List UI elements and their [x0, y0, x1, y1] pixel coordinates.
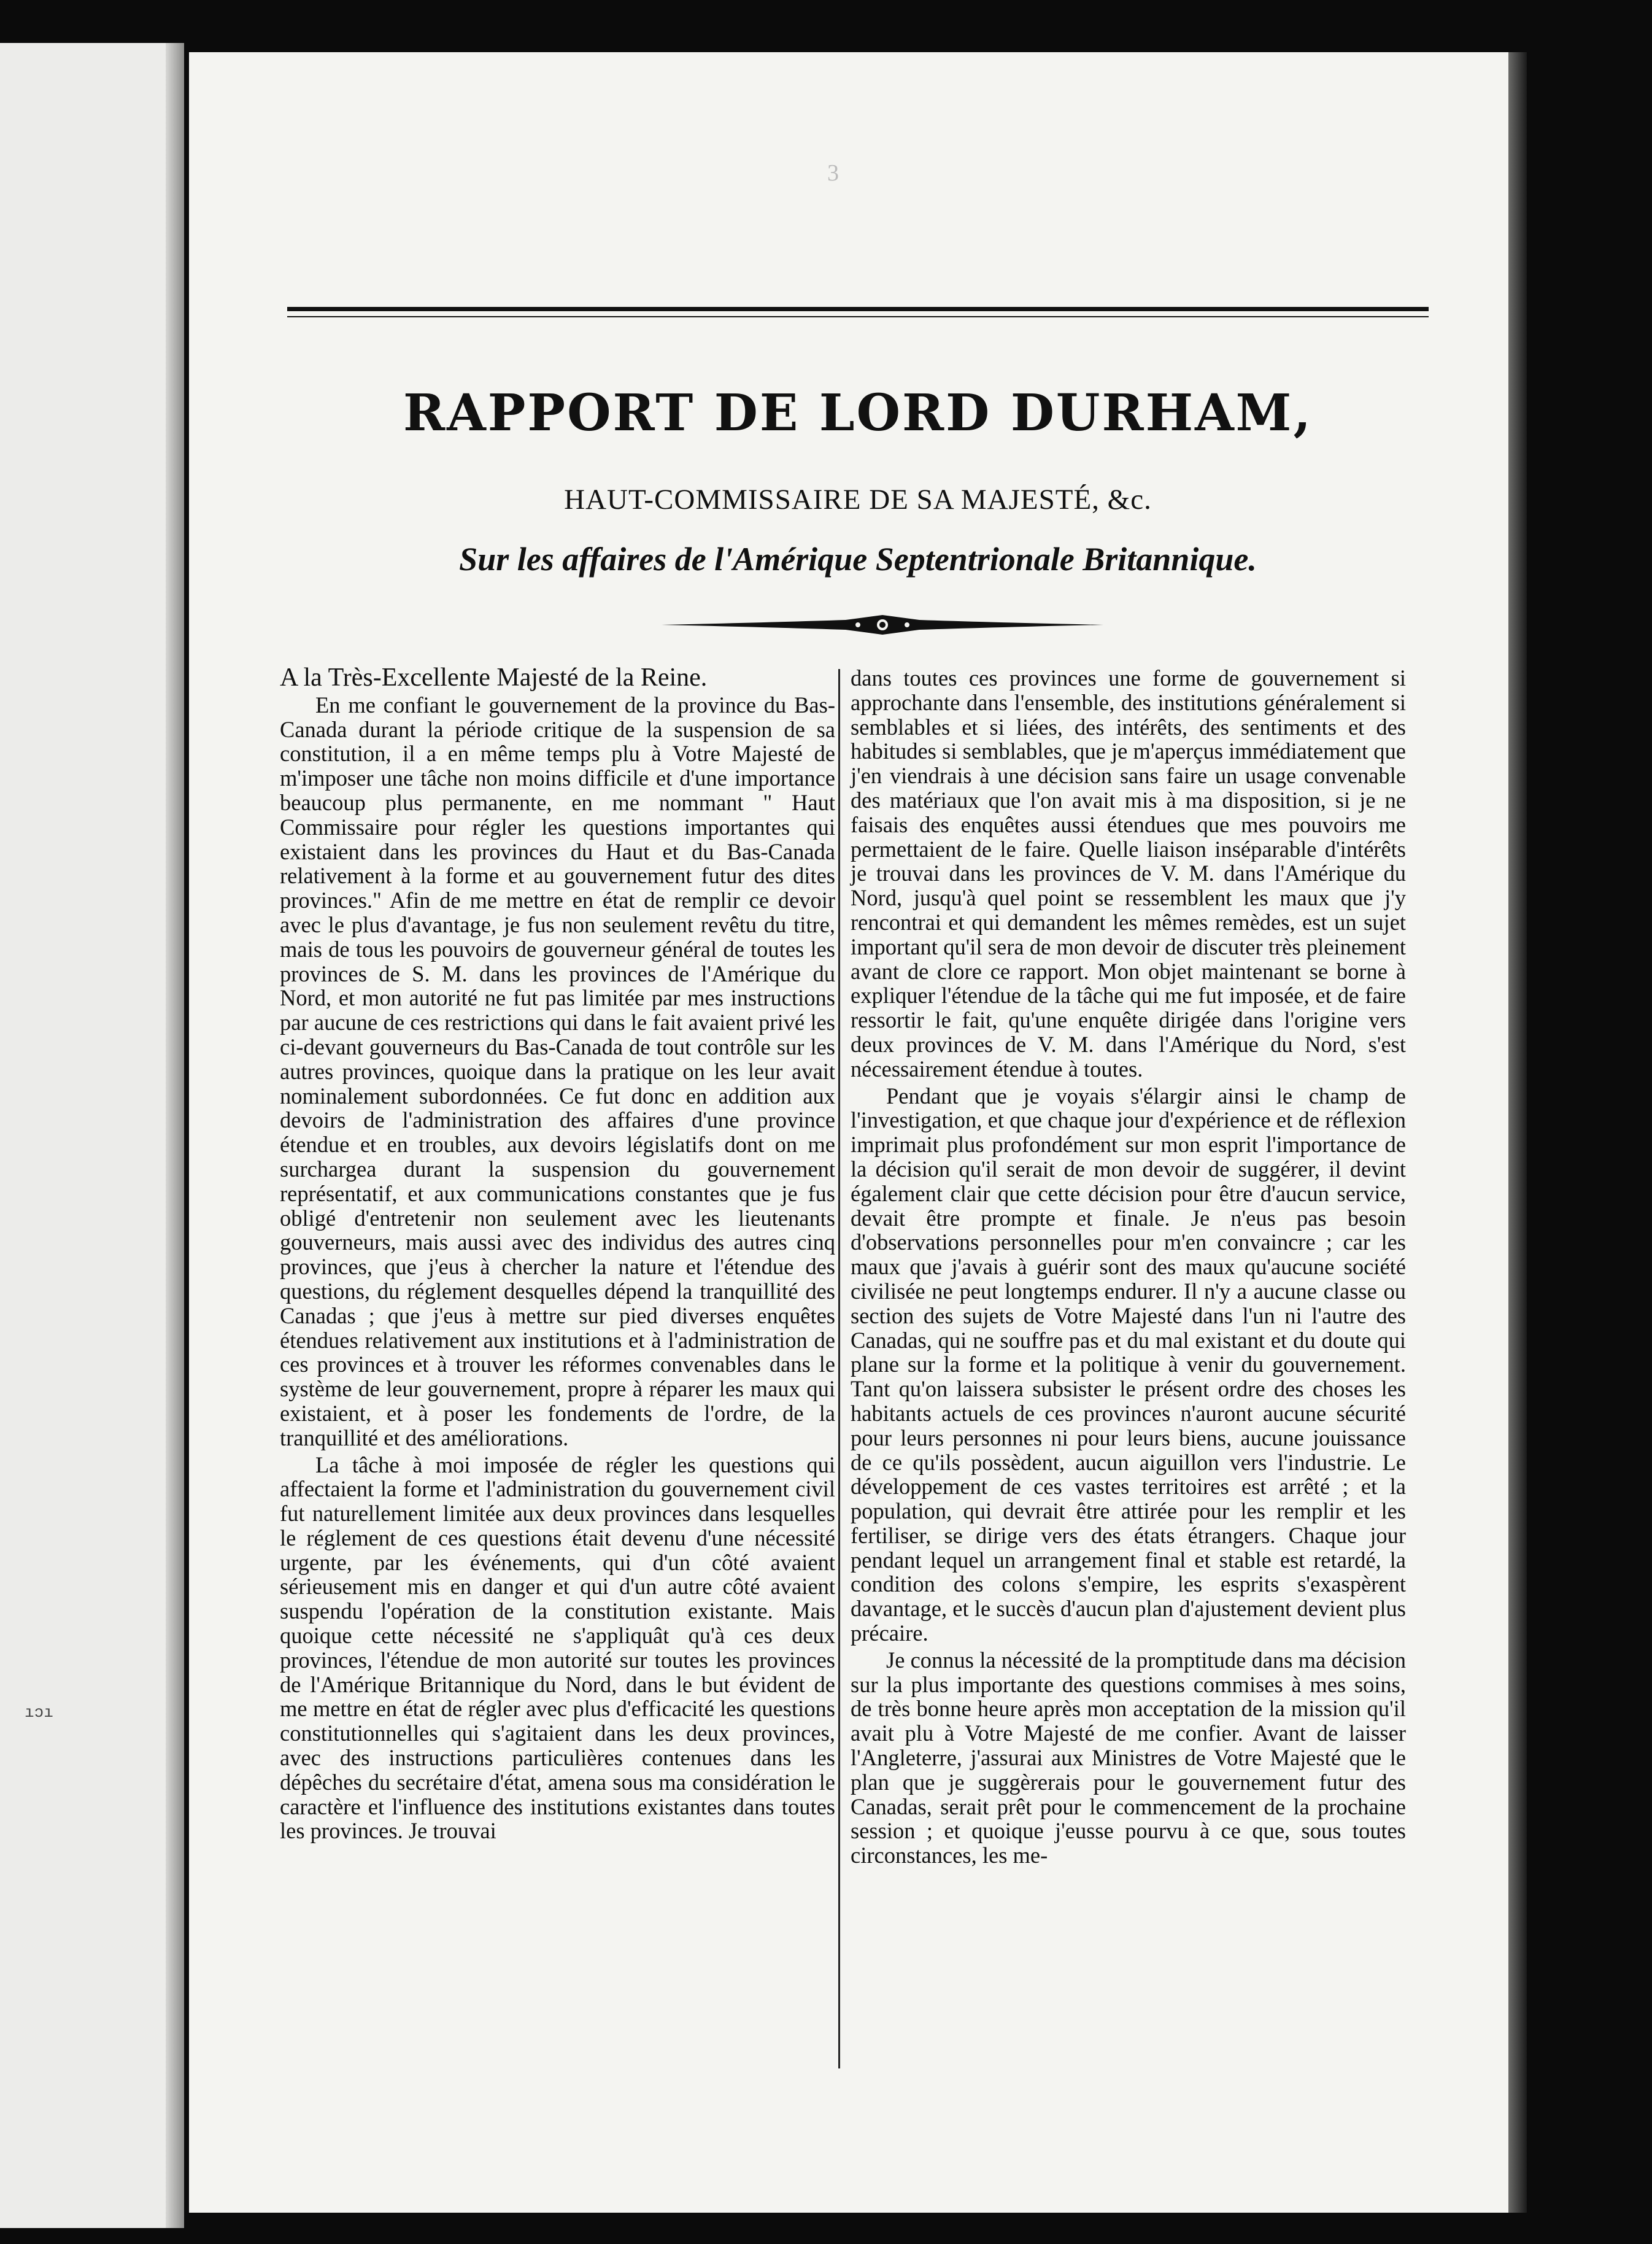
- salutation: A la Très-Excellente Majesté de la Reine.: [280, 664, 708, 692]
- paragraph: Pendant que je voyais s'élargir ainsi le champ de l'investigation, et que chaque jour d'expérience et de réflexion imprimait plus profondément sur mon esprit l'importance de la décision qu'il serait de mon devoir de suggérer, il devint également clair que cette décision pour être d'aucun service, devait être prompte et finale. Je n'eus pas besoin d'observations personnelles pour m'en convaincre ; car les maux que j'avais à guérir sont des maux qu'aucune société civilisée ne peut longtemps endurer. Il n'y a aucune classe ou section des sujets de Votre Majesté dans l'un ni l'autre des Canadas, qui ne souffre pas et du mal existant et du doute qui plane sur la forme et la politique à venir du gouvernement. Tant qu'on laissera subsister le présent ordre des choses les habitants actuels de ces provinces n'auront aucune sécurité pour leurs personnes ni pour leurs biens, aucune jouissance de ce qu'ils possèdent, aucun aiguillon vers l'industrie. Le développement de ces vastes territoires est arrêté ; et la population, qui devrait être attirée pour les remplir et les fertiliser, se dirige vers des états étrangers. Chaque jour pendant lequel un arrangement final et stable est retardé, la condition des colons s'empire, les esprits s'exaspèrent davantage, et le succès d'aucun plan d'ajustement devient plus précaire.: [851, 1083, 1406, 1646]
- facing-page: [0, 43, 184, 2228]
- facing-page-mark: ıɔı: [25, 1703, 53, 1722]
- text-column-left: [280, 666, 835, 1843]
- paragraph: Je connus la nécessité de la promptitude dans ma décision sur la plus importante des questions commises à mes soins, de très bonne heure après mon acceptation de la mission qu'il avait plu à Votre Majesté de me confier. Avant de laisser l'Angleterre, j'assurai aux Ministres de Votre Majesté que le plan que je suggèrerais pour le gouvernement futur des Canadas, serait prêt pour le commencement de la prochaine session ; et quoique j'eusse pourvu à ce que, sous toutes circonstances, les me-: [851, 1647, 1406, 1868]
- paragraph: dans toutes ces provinces une forme de gouvernement si approchante dans l'ensemble, des institutions généralement si semblables et si liées, des intérêts, des sentiments et des habitudes si semblables, que je m'aperçus immédiatement que j'en viendrais à une décision sans faire un usage convenable des matériaux que l'on avait mis à ma disposition, si je ne faisais des enquêtes aussi étendues que mes pouvoirs me permettaient de le faire. Quelle liaison inséparable d'intérêts je trouvai dans les provinces de V. M. dans l'Amérique du Nord, jusqu'à quel point se ressemblent les maux que j'y rencontrai et qui demandent les mêmes remèdes, est un sujet important qu'il sera de mon devoir de discuter très pleinement avant de clore ce rapport. Mon objet maintenant se borne à expliquer l'étendue de la tâche qui me fut imposée, et de faire ressortir le fait, qu'une enquête dirigée dans l'origine vers deux provinces de V. M. dans l'Amérique du Nord, s'est nécessairement étendue à toutes.: [851, 665, 1406, 1081]
- report-title: RAPPORT DE LORD DURHAM,: [403, 384, 1313, 443]
- ornament-divider-icon: [662, 613, 1103, 637]
- report-subject: Sur les affaires de l'Amérique Septentrionale Britannique.: [459, 541, 1257, 578]
- header-double-rule: [287, 307, 1429, 317]
- page-number: 3: [827, 160, 839, 186]
- paragraph: En me confiant le gouvernement de la province du Bas-Canada durant la période critique de la suspension de sa constitution, il a en même temps plu à Votre Majesté de m'imposer une tâche non moins difficile et d'une importance beaucoup plus permanente, en me nommant " Haut Commissaire pour régler les questions importantes qui existaient dans les provinces du Haut et du Bas-Canada relativement à la forme et au gouvernement futur des dites provinces." Afin de me mettre en état de remplir ce devoir avec le plus d'avantage, je fus non seulement revêtu du titre, mais de tous les pouvoirs de gouverneur général de toutes les provinces de S. M. dans les provinces de l'Amérique du Nord, et mon autorité ne fut pas limitée par mes instructions par aucune de ces restrictions qui dans le fait avaient privé les ci-devant gouverneurs du Bas-Canada de tout contrôle sur les autres provinces, quoique dans la pratique on les leur avait nominalement subordonnées. Ce fut donc en addition aux devoirs de l'administration des affaires d'une province étendue et en troubles, aux devoirs législatifs dont on me surchargea durant la suspension du gouvernement représentatif, et aux communications constantes que je fus obligé d'entretenir non seulement avec les lieutenants gouverneurs, mais aussi avec des individus des autres cinq provinces, que j'eus à chercher la nature et l'étendue des questions, du réglement desquelles dépend la tranquillité des Canadas ; que j'eus à mettre sur pied diverses enquêtes étendues relativement aux institutions et à l'administration de ces provinces et à trouver les réformes convenables dans le système de leur gouvernement, propre à réparer les maux qui existaient, et à poser les fondements de l'ordre, de la tranquillité et des améliorations.: [280, 692, 835, 1450]
- report-subtitle: HAUT-COMMISSAIRE DE SA MAJESTÉ, &c.: [564, 484, 1152, 516]
- text-column-right: [851, 666, 1406, 1868]
- page-edge-shadow: [1508, 52, 1527, 2213]
- document-page: [189, 52, 1508, 2213]
- page-gutter-shadow: [166, 43, 184, 2228]
- column-divider: [838, 669, 840, 2068]
- paragraph: La tâche à moi imposée de régler les questions qui affectaient la forme et l'administration du gouvernement civil fut naturellement limitée aux deux provinces dans lesquelles le réglement de ces questions était devenu d'une nécessité urgente, par les événements, qui d'un côté avaient sérieusement mis en danger et qui d'un autre côté avaient suspendu l'opération de la constitution existante. Mais quoique cette nécessité ne s'appliquât qu'à ces deux provinces, l'étendue de mon autorité sur toutes les provinces de l'Amérique Britannique du Nord, dans le but évident de me mettre en état de régler avec plus d'efficacité les questions constitutionnelles qui s'agitaient dans les deux provinces, avec des instructions particulières contenues dans les dépêches du secrétaire d'état, amena sous ma considération le caractère et l'influence des institutions existantes dans toutes les provinces. Je trouvai: [280, 1452, 835, 1844]
